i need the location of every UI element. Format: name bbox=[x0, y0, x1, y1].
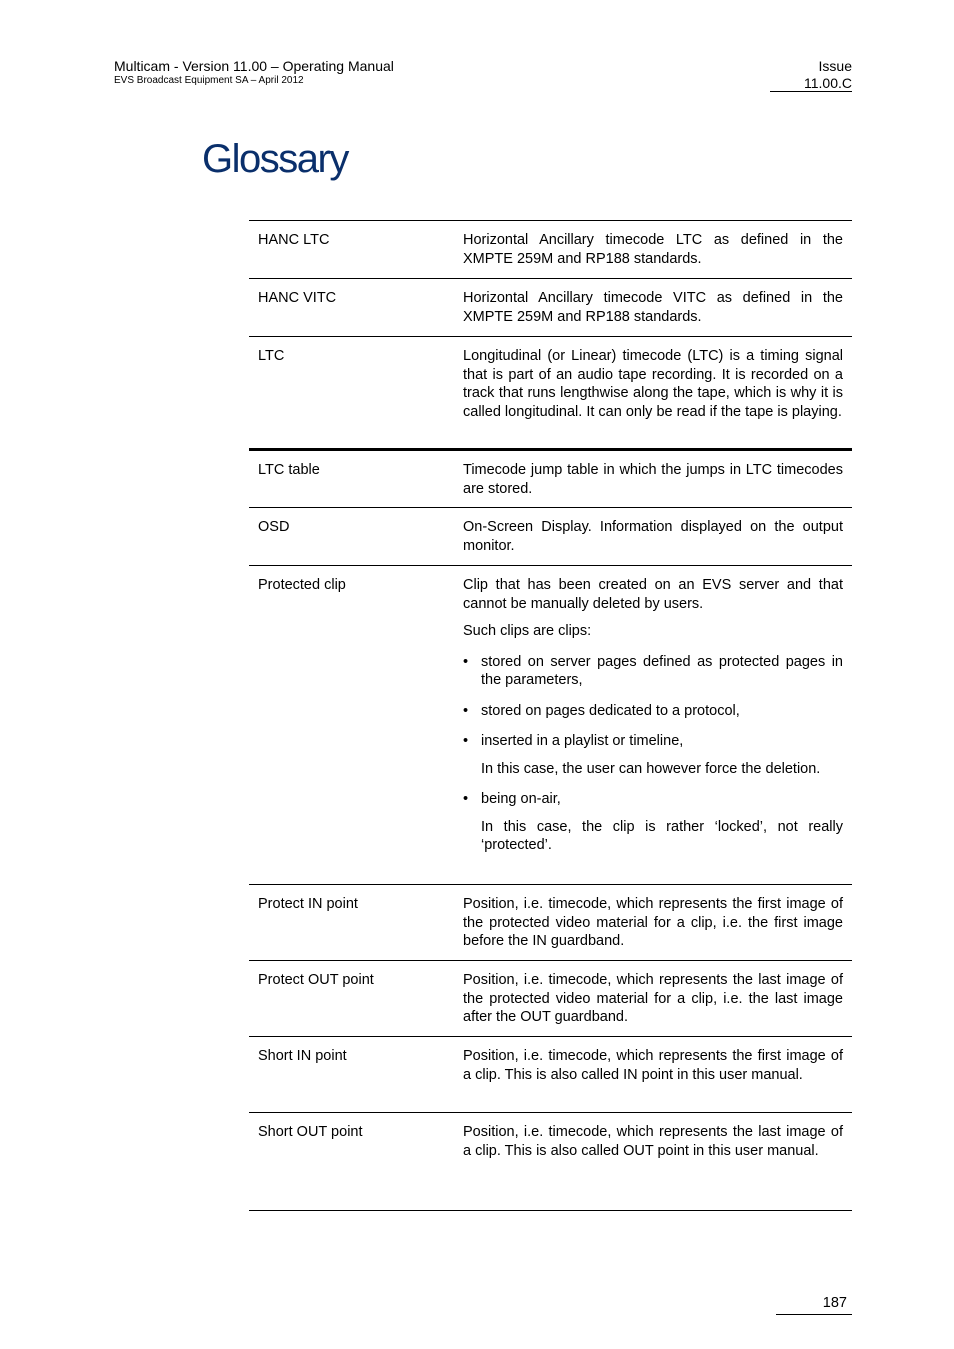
definition-text: Horizontal Ancillary timecode VITC as defined in the XMPTE 259M and RP188 standards. bbox=[463, 290, 843, 325]
glossary-term: Short OUT point bbox=[258, 1124, 363, 1140]
list-item bbox=[463, 653, 843, 690]
document-subtitle: EVS Broadcast Equipment SA – April 2012 bbox=[114, 75, 304, 86]
list-item bbox=[463, 732, 843, 778]
bullet-icon: • bbox=[463, 702, 469, 719]
table-row bbox=[249, 565, 852, 884]
glossary-definition bbox=[454, 289, 843, 326]
glossary-term: Protect IN point bbox=[258, 896, 358, 912]
glossary-term: HANC VITC bbox=[258, 290, 337, 306]
bullet-icon: • bbox=[463, 653, 469, 670]
glossary-term: HANC LTC bbox=[258, 232, 330, 248]
list-item-text: being on-air, bbox=[481, 791, 561, 807]
glossary-definition bbox=[454, 576, 843, 874]
glossary-term: Protected clip bbox=[258, 577, 346, 593]
issue-value: 11.00.C bbox=[804, 74, 852, 91]
definition-text: Position, i.e. timecode, which represents the first image of the protected video material for a clip, i.e. the first image before the IN guardband. bbox=[463, 896, 843, 949]
issue-label: Issue bbox=[818, 58, 852, 74]
glossary-table bbox=[249, 220, 852, 1215]
page-number-rule bbox=[776, 1314, 852, 1315]
table-row bbox=[249, 220, 852, 278]
glossary-definition bbox=[454, 971, 843, 1026]
table-row bbox=[249, 448, 852, 507]
list-item-text: stored on pages dedicated to a protocol, bbox=[481, 702, 740, 719]
definition-extra: Such clips are clips: bbox=[463, 623, 592, 639]
definition-text: Position, i.e. timecode, which represents the first image of a clip. This is also called IN point in this user manual. bbox=[463, 1048, 843, 1083]
glossary-term: Protect OUT point bbox=[258, 972, 374, 988]
definition-text: Horizontal Ancillary timecode LTC as defined in the XMPTE 259M and RP188 standards. bbox=[463, 232, 843, 267]
page-title: Glossary bbox=[202, 137, 348, 181]
table-row bbox=[249, 278, 852, 336]
table-row bbox=[249, 1036, 852, 1112]
table-row bbox=[249, 1112, 852, 1215]
glossary-definition bbox=[454, 347, 843, 438]
table-row bbox=[249, 507, 852, 565]
glossary-definition bbox=[454, 461, 843, 497]
definition-text: Clip that has been created on an EVS server and that cannot be manually deleted by users. bbox=[463, 577, 843, 612]
table-row bbox=[249, 336, 852, 448]
glossary-term: Short IN point bbox=[258, 1048, 347, 1064]
list-item-text: stored on server pages defined as protected pages in the parameters, bbox=[481, 653, 843, 688]
table-row bbox=[249, 884, 852, 960]
page-number: 187 bbox=[822, 1295, 847, 1311]
list-item-text: inserted in a playlist or timeline, bbox=[481, 733, 684, 749]
definition-text: Timecode jump table in which the jumps in LTC timecodes are stored. bbox=[463, 462, 843, 497]
bullet-list bbox=[463, 653, 843, 855]
glossary-definition bbox=[454, 518, 843, 555]
table-bottom-rule bbox=[249, 1210, 852, 1211]
definition-text: On-Screen Display. Information displayed on the output monitor. bbox=[463, 519, 843, 554]
table-row bbox=[249, 960, 852, 1036]
document-title: Multicam - Version 11.00 – Operating Manual bbox=[114, 58, 394, 74]
bullet-icon: • bbox=[463, 791, 469, 807]
glossary-definition bbox=[454, 895, 843, 950]
issue-block bbox=[804, 58, 852, 91]
definition-text: Position, i.e. timecode, which represents the last image of a clip. This is also called OUT point in this user manual. bbox=[463, 1124, 843, 1159]
list-item-note: In this case, the user can however force the deletion. bbox=[481, 760, 821, 777]
page-header bbox=[114, 58, 394, 87]
glossary-definition bbox=[454, 1123, 843, 1205]
glossary-term: LTC bbox=[258, 348, 285, 364]
definition-text: Position, i.e. timecode, which represents the last image of the protected video material for a clip, i.e. the last image after the OUT guardband. bbox=[463, 972, 843, 1025]
glossary-term: LTC table bbox=[258, 462, 320, 478]
bullet-icon: • bbox=[463, 733, 469, 749]
list-item bbox=[463, 790, 843, 855]
glossary-term: OSD bbox=[258, 519, 290, 535]
definition-text: Longitudinal (or Linear) timecode (LTC) is a timing signal that is part of an audio tape recording. It is recorded on a track that runs lengthwise along the tape, which is why it is called longitudinal. It can only be read if the tape is playing. bbox=[463, 348, 843, 420]
glossary-definition bbox=[454, 1047, 843, 1102]
list-item bbox=[463, 702, 843, 721]
list-item-note: In this case, the clip is rather ‘locked’, not really ‘protected’. bbox=[481, 818, 843, 853]
glossary-definition bbox=[454, 231, 843, 268]
header-rule bbox=[770, 91, 852, 92]
